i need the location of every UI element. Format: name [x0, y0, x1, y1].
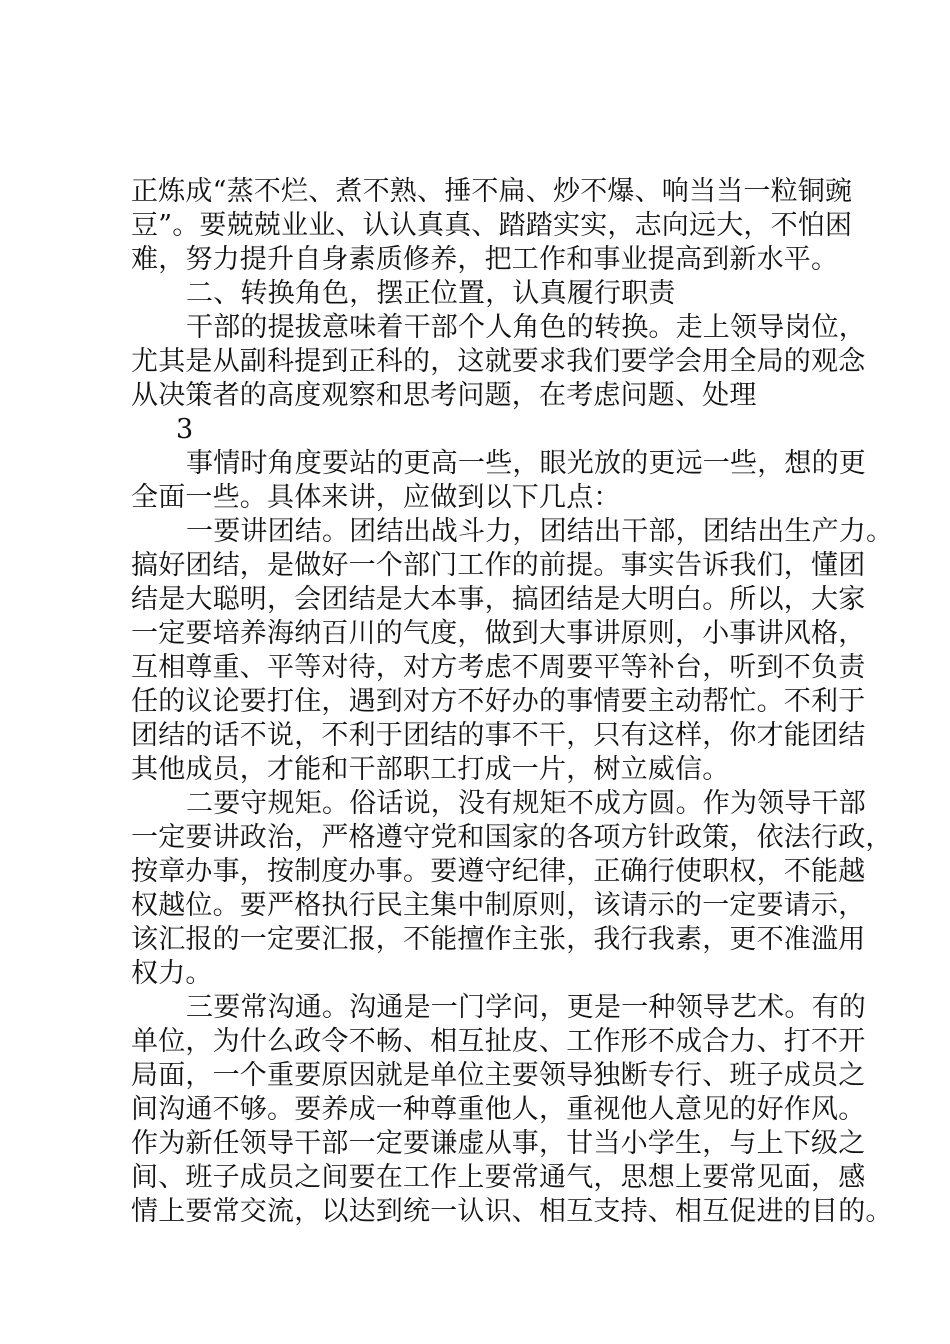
text-line: 从决策者的高度观察和思考问题，在考虑问题、处理 — [131, 380, 757, 411]
text-line: 局面，一个重要原因就是单位主要领导独断专行、班子成员之 — [131, 1060, 866, 1091]
text-line: 正炼成“蒸不烂、煮不熟、捶不扁、炒不爆、响当当一粒铜豌 — [131, 176, 853, 207]
text-line: 一要讲团结。团结出战斗力，团结出干部，团结出生产力。 — [186, 516, 894, 547]
text-line: 全面一些。具体来讲，应做到以下几点： — [131, 482, 621, 513]
text-line: 结是大聪明，会团结是大本事，搞团结是大明白。所以，大家 — [131, 584, 866, 615]
text-line: 搞好团结，是做好一个部门工作的前提。事实告诉我们，懂团 — [131, 550, 866, 581]
text-line: 互相尊重、平等对待，对方考虑不周要平等补台，听到不负责 — [131, 652, 866, 683]
text-line: 按章办事，按制度办事。要遵守纪律，正确行使职权，不能越 — [131, 856, 866, 887]
text-line: 难，努力提升自身素质修养，把工作和事业提高到新水平。 — [131, 244, 839, 275]
text-line: 权力。 — [131, 958, 213, 989]
text-line: 其他成员，才能和干部职工打成一片，树立威信。 — [131, 754, 730, 785]
text-line: 一定要培养海纳百川的气度，做到大事讲原则，小事讲风格， — [131, 618, 866, 649]
text-line: 豆”。要兢兢业业、认认真真、踏踏实实，志向远大，不怕困 — [131, 210, 853, 241]
page-marker: 3 — [176, 414, 194, 445]
section-heading: 二、转换角色，摆正位置，认真履行职责 — [186, 278, 676, 309]
text-line: 干部的提拔意味着干部个人角色的转换。走上领导岗位， — [186, 312, 866, 343]
text-line: 间沟通不够。要养成一种尊重他人，重视他人意见的好作风。 — [131, 1094, 866, 1125]
text-line: 尤其是从副科提到正科的，这就要求我们要学会用全局的观念 — [131, 346, 866, 377]
text-line: 任的议论要打住，遇到对方不好办的事情要主动帮忙。不利于 — [131, 686, 866, 717]
text-line: 间、班子成员之间要在工作上要常通气，思想上要常见面，感 — [131, 1162, 866, 1193]
text-line: 作为新任领导干部一定要谦虚从事，甘当小学生，与上下级之 — [131, 1128, 866, 1159]
text-line: 三要常沟通。沟通是一门学问，更是一种领导艺术。有的 — [186, 992, 866, 1023]
text-line: 二要守规矩。俗话说，没有规矩不成方圆。作为领导干部 — [186, 788, 866, 819]
text-line: 权越位。要严格执行民主集中制原则，该请示的一定要请示， — [131, 890, 866, 921]
text-line: 单位，为什么政令不畅、相互扯皮、工作形不成合力、打不开 — [131, 1026, 866, 1057]
text-line: 该汇报的一定要汇报，不能擅作主张，我行我素，更不准滥用 — [131, 924, 866, 955]
text-line: 情上要常交流，以达到统一认识、相互支持、相互促进的目的。 — [131, 1196, 893, 1227]
text-line: 事情时角度要站的更高一些，眼光放的更远一些，想的更 — [186, 448, 866, 479]
text-line: 一定要讲政治，严格遵守党和国家的各项方针政策，依法行政， — [131, 822, 893, 853]
text-line: 团结的话不说，不利于团结的事不干，只有这样，你才能团结 — [131, 720, 866, 751]
